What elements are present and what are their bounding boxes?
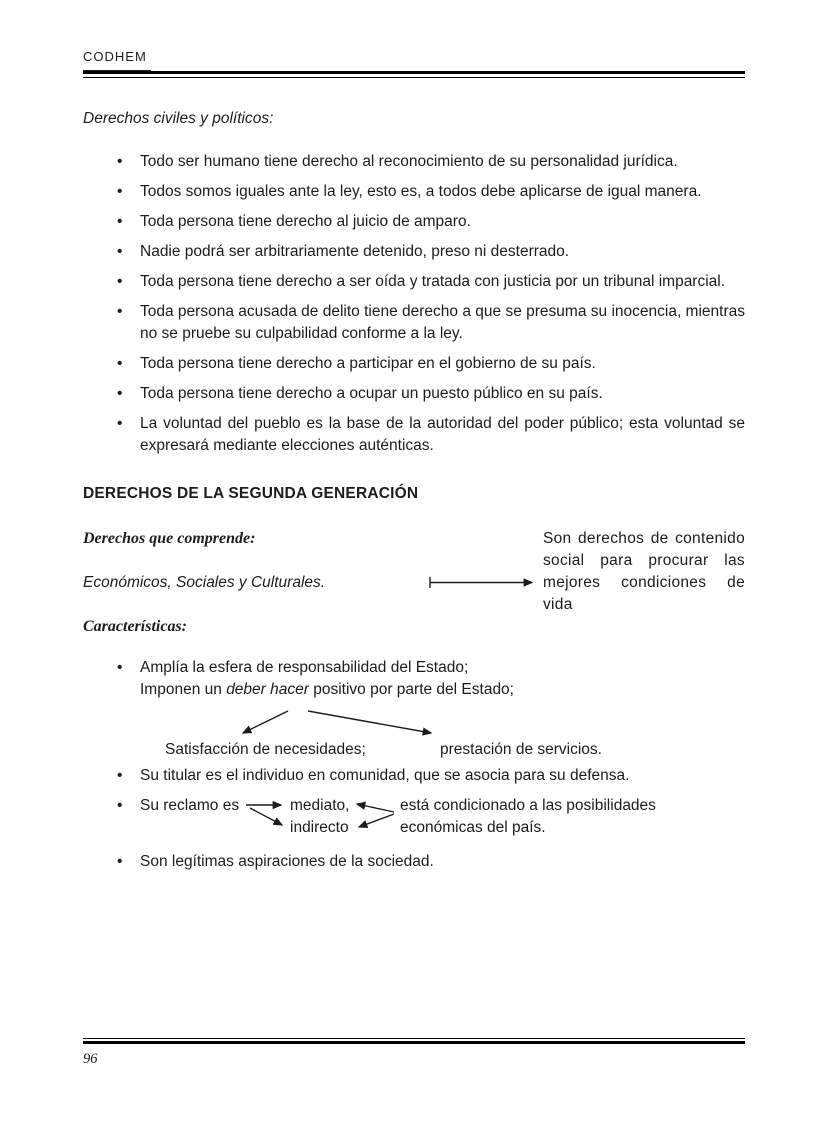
civil-rights-heading: Derechos civiles y políticos: bbox=[83, 110, 274, 127]
reclamo-result-bottom: económicas del país. bbox=[400, 819, 546, 836]
list-item bbox=[83, 765, 745, 787]
estado-line2-pre: Imponen un bbox=[140, 681, 227, 698]
list-item-text: Su titular es el individuo en comunidad, que se asocia para su defensa. bbox=[140, 767, 630, 784]
list-item-text: Toda persona tiene derecho a ocupar un puesto público en su país. bbox=[140, 385, 603, 402]
bullet-marker: • bbox=[117, 797, 123, 814]
bullet-marker: • bbox=[117, 355, 123, 372]
list-item bbox=[83, 851, 745, 873]
list-item-text: Nadie podrá ser arbitrariamente detenido, preso ni desterrado. bbox=[140, 243, 570, 260]
comprende-value: Económicos, Sociales y Culturales. bbox=[83, 574, 326, 591]
header-title: CODHEM bbox=[83, 46, 151, 71]
fork-result-right: prestación de servicios. bbox=[440, 741, 602, 758]
fork-arrows-svg bbox=[83, 709, 745, 739]
list-item bbox=[83, 271, 745, 293]
comprende-label: Derechos que comprende: bbox=[83, 530, 256, 547]
list-item-text: Son legítimas aspiraciones de la sociedad. bbox=[140, 853, 434, 870]
bullet-marker: • bbox=[117, 153, 123, 170]
list-item bbox=[83, 301, 745, 345]
reclamo-option-top: mediato, bbox=[290, 797, 350, 814]
list-item bbox=[83, 241, 745, 263]
list-item bbox=[83, 383, 745, 405]
list-item-text: Todos somos iguales ante la ley, esto es, a todos debe aplicarse de igual manera. bbox=[140, 183, 702, 200]
estado-line2-post: positivo por parte del Estado; bbox=[308, 681, 514, 698]
reclamo-result-top: está condicionado a las posibilidades bbox=[400, 797, 656, 814]
list-item bbox=[83, 353, 745, 375]
list-item bbox=[83, 181, 745, 203]
page-content bbox=[83, 108, 745, 881]
bullet-marker: • bbox=[117, 183, 123, 200]
bullet-marker: • bbox=[117, 385, 123, 402]
list-item bbox=[83, 413, 745, 457]
reclamo-arrows-svg bbox=[83, 795, 745, 839]
caracteristicas-label: Características: bbox=[83, 618, 187, 635]
second-generation-heading: DERECHOS DE LA SEGUNDA GENERACIÓN bbox=[83, 485, 419, 502]
bullet-marker: • bbox=[117, 853, 123, 870]
estado-line2-italic: deber hacer bbox=[226, 681, 309, 698]
list-item-text bbox=[140, 659, 514, 698]
fork-result-left: Satisfacción de necesidades; bbox=[165, 741, 366, 758]
reclamo-pre: Su reclamo es bbox=[140, 797, 240, 814]
bullet-marker: • bbox=[117, 243, 123, 260]
side-note: Son derechos de contenido social para procurar las mejores condiciones de vida bbox=[543, 530, 745, 613]
estado-line1: Amplía la esfera de responsabilidad del Estado; bbox=[140, 659, 469, 676]
top-double-rule bbox=[83, 71, 745, 78]
list-item-text: Todo ser humano tiene derecho al reconocimiento de su personalidad jurídica. bbox=[140, 153, 678, 170]
bullet-marker: • bbox=[117, 767, 123, 784]
reclamo-diagram bbox=[83, 795, 745, 839]
list-item-text: Toda persona tiene derecho a ser oída y tratada con justicia por un tribunal imparcial. bbox=[140, 273, 726, 290]
list-item bbox=[83, 657, 745, 701]
page-number: 96 bbox=[83, 1051, 98, 1067]
list-item-text: Toda persona acusada de delito tiene derecho a que se presuma su inocencia, mientras no se pruebe su culpabilidad conforme a la ley. bbox=[140, 303, 745, 342]
list-item bbox=[83, 211, 745, 233]
right-arrow-connector bbox=[428, 574, 543, 592]
list-item-text: Toda persona tiene derecho al juicio de amparo. bbox=[140, 213, 471, 230]
reclamo-option-bottom: indirecto bbox=[290, 819, 349, 836]
list-item-text: La voluntad del pueblo es la base de la autoridad del poder público; esta voluntad se expresará mediante elecciones auténticas. bbox=[140, 415, 745, 454]
bullet-marker: • bbox=[117, 659, 123, 676]
bullet-marker: • bbox=[117, 273, 123, 290]
list-item-text: Toda persona tiene derecho a participar en el gobierno de su país. bbox=[140, 355, 596, 372]
civil-rights-list bbox=[83, 151, 745, 457]
fork-results-row bbox=[83, 739, 745, 761]
comprende-diagram bbox=[83, 528, 745, 616]
bottom-double-rule bbox=[83, 1038, 745, 1044]
bullet-marker: • bbox=[117, 213, 123, 230]
bullet-marker: • bbox=[117, 303, 123, 320]
fork-arrows bbox=[83, 709, 745, 739]
list-item bbox=[83, 151, 745, 173]
bullet-marker: • bbox=[117, 415, 123, 432]
